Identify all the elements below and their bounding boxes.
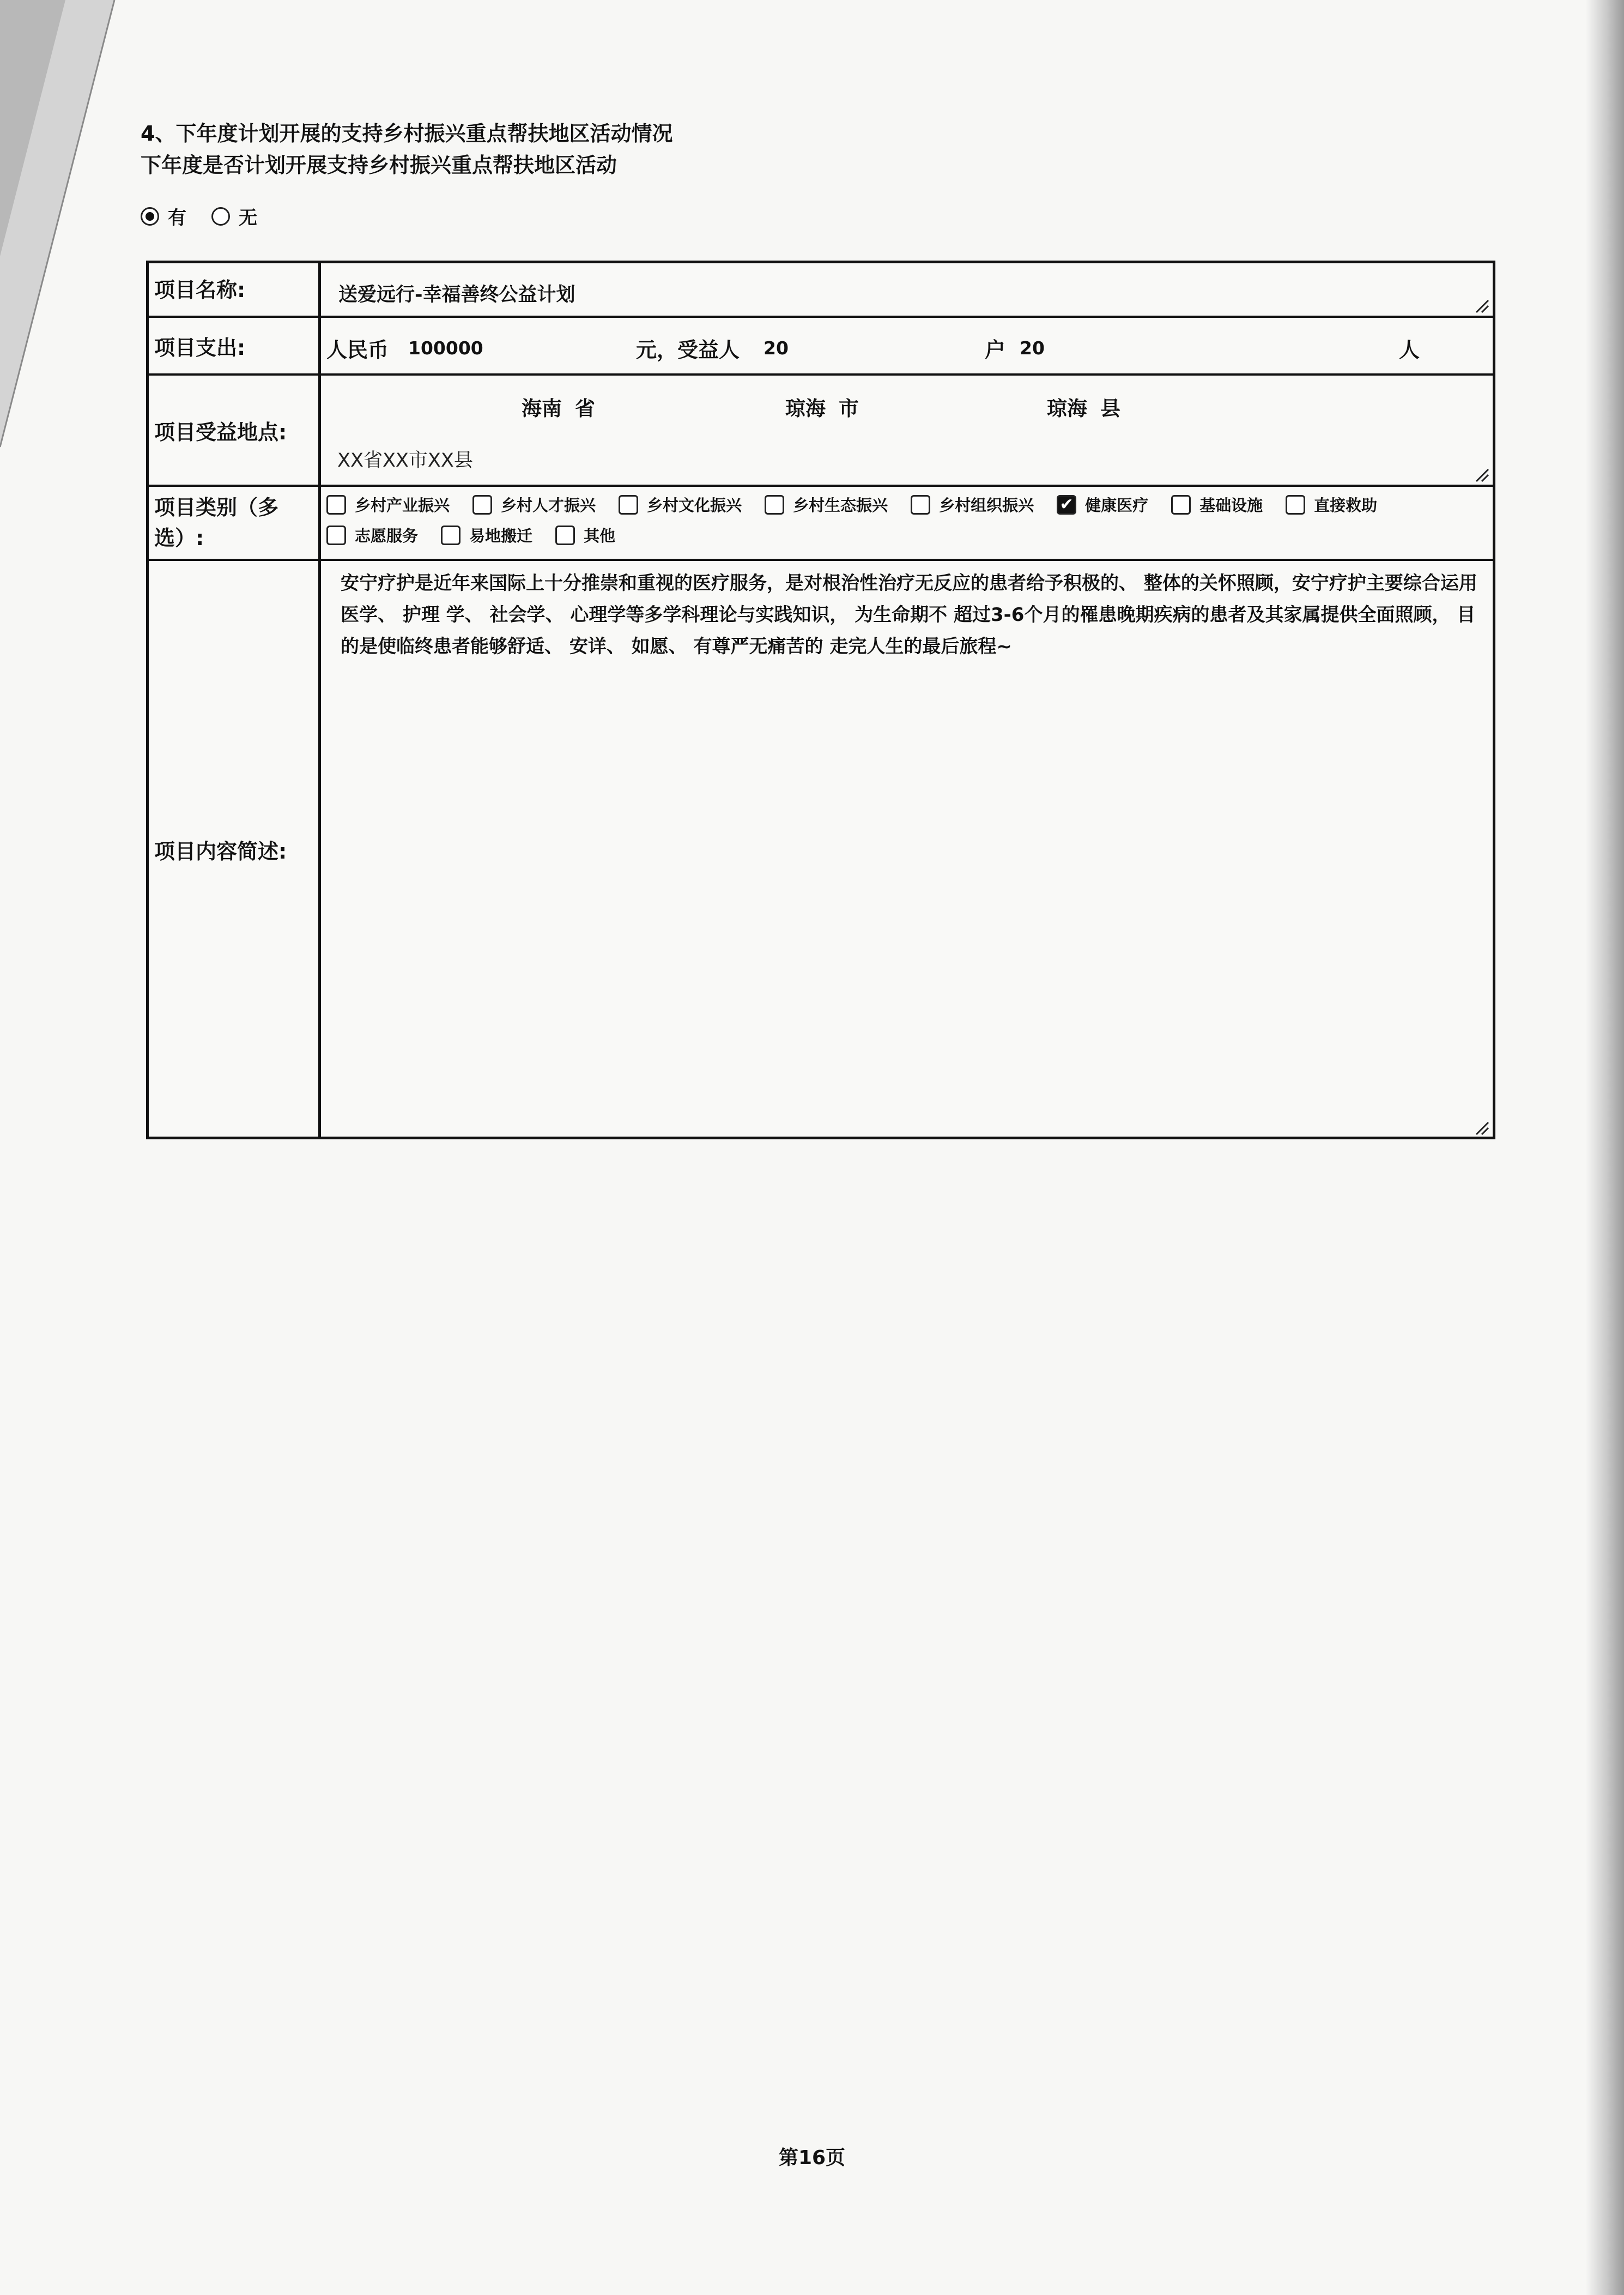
checkbox-icon[interactable] — [472, 495, 492, 515]
people-input[interactable]: 20 — [1020, 337, 1045, 359]
project-name-label: 项目名称: — [149, 263, 321, 316]
checkbox-icon[interactable] — [1171, 495, 1191, 515]
category-checkbox-group — [321, 487, 1493, 559]
category-option-label: 其他 — [584, 527, 616, 545]
radio-no[interactable] — [211, 207, 230, 226]
category-option[interactable] — [1286, 493, 1377, 516]
yuan-beneficiary-label: 元，受益人 — [636, 338, 740, 362]
household-unit: 户 — [985, 338, 1006, 362]
project-place-fields — [321, 376, 1493, 485]
category-option-label: 基础设施 — [1199, 496, 1263, 515]
city-select[interactable]: 琼海 — [785, 397, 826, 420]
row-project-description — [149, 561, 1493, 1138]
resize-handle-icon[interactable] — [1474, 1120, 1489, 1136]
category-option-label: 乡村人才振兴 — [501, 496, 596, 515]
scan-shadow-left — [0, 0, 142, 2295]
radio-no-label: 无 — [239, 207, 257, 229]
resize-handle-icon[interactable] — [1474, 467, 1489, 482]
row-project-category — [149, 487, 1493, 561]
checkbox-icon[interactable] — [765, 495, 784, 515]
category-option-label: 易地搬迁 — [469, 527, 533, 545]
category-option[interactable] — [765, 493, 888, 516]
project-cost-fields — [321, 318, 1493, 373]
category-option[interactable] — [326, 524, 418, 546]
row-project-name — [149, 263, 1493, 318]
checkbox-icon[interactable] — [441, 526, 460, 545]
province-select[interactable]: 海南 — [522, 397, 562, 420]
plan-question: 下年度是否计划开展支持乡村振兴重点帮扶地区活动 — [141, 153, 617, 177]
people-unit: 人 — [1399, 338, 1420, 362]
checkbox-icon[interactable] — [619, 495, 638, 515]
checkbox-icon[interactable] — [326, 526, 346, 545]
category-option[interactable] — [326, 493, 450, 516]
category-option[interactable] — [619, 493, 742, 516]
project-place-label: 项目受益地点: — [149, 376, 321, 485]
section-heading: 4、下年度计划开展的支持乡村振兴重点帮扶地区活动情况 — [141, 122, 673, 146]
scan-shadow-right — [1586, 0, 1624, 2295]
project-name-field[interactable] — [321, 263, 1493, 316]
checkbox-icon[interactable] — [555, 526, 575, 545]
category-option[interactable] — [472, 493, 596, 516]
households-input[interactable]: 20 — [763, 337, 789, 359]
amount-input[interactable]: 100000 — [408, 337, 483, 359]
project-description-label: 项目内容简述: — [149, 561, 321, 1138]
category-option-label: 志愿服务 — [355, 527, 419, 545]
checkbox-icon[interactable] — [326, 495, 346, 515]
category-line-1 — [326, 493, 1400, 516]
row-project-cost — [149, 318, 1493, 376]
category-option[interactable] — [441, 524, 532, 546]
category-option[interactable] — [555, 524, 615, 546]
checkbox-icon[interactable] — [1286, 495, 1305, 515]
province-unit: 省 — [575, 397, 595, 420]
category-option-label: 乡村组织振兴 — [939, 496, 1034, 515]
category-option[interactable] — [1057, 493, 1148, 516]
project-name-value: 送爱远行-幸福善终公益计划 — [338, 284, 575, 306]
category-line-2 — [326, 524, 638, 546]
row-project-place — [149, 376, 1493, 487]
city-unit: 市 — [839, 397, 859, 420]
project-form-table — [146, 261, 1495, 1139]
page-number: 第16页 — [778, 2147, 846, 2169]
project-cost-label: 项目支出: — [149, 318, 321, 373]
category-option-label: 健康医疗 — [1085, 496, 1149, 515]
category-option-label: 乡村生态振兴 — [793, 496, 888, 515]
radio-yes-label: 有 — [168, 207, 186, 229]
checkbox-icon[interactable] — [911, 495, 930, 515]
plan-radio-group — [141, 203, 282, 230]
category-option-label: 乡村文化振兴 — [647, 496, 742, 515]
project-category-label: 项目类别（多选）: — [149, 487, 321, 559]
radio-selected-dot — [146, 212, 154, 221]
category-option[interactable] — [1171, 493, 1263, 516]
category-option-label: 直接救助 — [1314, 496, 1378, 515]
radio-yes[interactable] — [141, 207, 159, 226]
county-unit: 县 — [1100, 397, 1120, 420]
project-description-text: 安宁疗护是近年来国际上十分推崇和重视的医疗服务，是对根治性治疗无反应的患者给予积极的、 整体的关怀照顾，安宁疗护主要综合运用医学、 护理 学、 社会学、 心理学等多学科理论与实践知识， 为生命期不 超过3-6个月的罹患晚期疾病的患者及其家属提供全面照顾， 目的是使临终患者能够舒适、 安详、 如愿、 有尊严无痛苦的 走完人生的最后旅程~ — [341, 572, 1477, 657]
checkbox-icon[interactable]: ✔ — [1057, 495, 1076, 515]
project-description-textarea[interactable] — [321, 561, 1493, 1138]
resize-handle-icon[interactable] — [1474, 298, 1489, 313]
county-select[interactable]: 琼海 — [1047, 397, 1087, 420]
address-input[interactable]: XX省XX市XX县 — [337, 450, 473, 472]
category-option-label: 乡村产业振兴 — [355, 496, 450, 515]
currency-label: 人民币 — [326, 338, 389, 362]
category-option[interactable] — [911, 493, 1034, 516]
